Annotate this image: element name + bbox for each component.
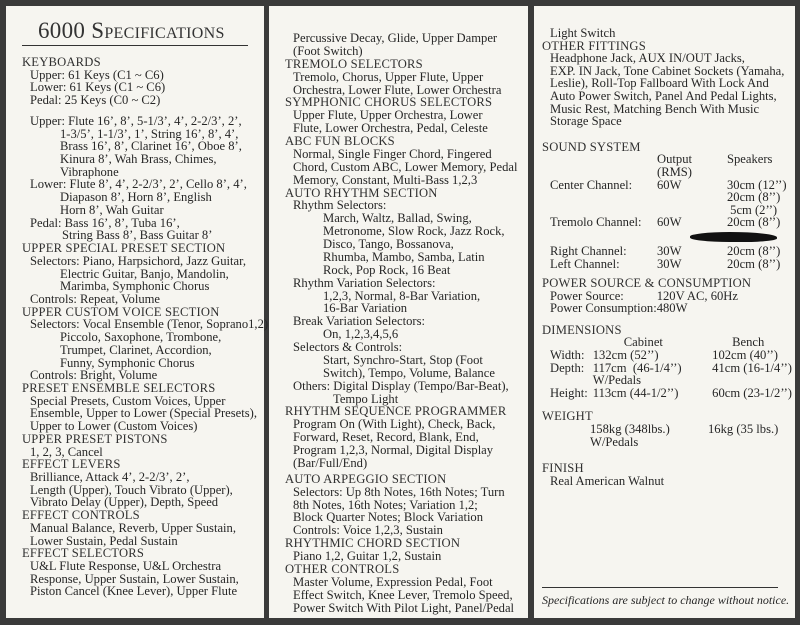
section-heading: EFFECT SELECTORS — [22, 546, 145, 561]
section-heading: SYMPHONIC CHORUS SELECTORS — [285, 95, 493, 110]
spec-line: Tremolo, Chorus, Upper Flute, Upper — [293, 69, 484, 84]
bench-value: 102cm (40’’) — [712, 348, 778, 363]
spec-line: On, 1,2,3,4,5,6 — [323, 327, 399, 342]
weight-note: W/Pedals — [590, 434, 639, 449]
spec-line: Memory, Constant, Multi-Bass 1,2,3 — [293, 172, 478, 187]
left-column-panel — [6, 6, 269, 618]
section-heading: AUTO ARPEGGIO SECTION — [285, 471, 447, 486]
spec-line: Auto Power Switch, Panel And Pedal Lights, — [550, 88, 777, 103]
spec-line: Length (Upper), Touch Vibrato (Upper), — [30, 482, 233, 497]
dimension-label: Width: — [550, 348, 585, 363]
spec-line: Horn 8’, Wah Guitar — [60, 202, 164, 217]
spec-line: Forward, Reset, Record, Blank, End, — [293, 430, 479, 445]
spec-line: Piston Cancel (Knee Lever), Upper Flute — [30, 584, 238, 599]
spec-list-column-2 — [285, 32, 517, 614]
spec-line: Vibrato Delay (Upper), Depth, Speed — [30, 495, 219, 510]
spec-line: Music Rest, Matching Bench With Music — [550, 101, 760, 116]
speaker-value — [715, 229, 787, 245]
page-title: 6000 Specifications — [38, 18, 225, 43]
spec-line: Controls: Bright, Volume — [30, 368, 158, 383]
spec-line: Orchestra, Lower Flute, Lower Orchestra — [293, 82, 502, 97]
spec-line: Switch), Tempo, Volume, Balance — [323, 365, 495, 380]
spec-line: Upper to Lower (Custom Voices) — [30, 419, 198, 434]
section-heading: EFFECT CONTROLS — [22, 508, 140, 523]
speakers-header: Speakers — [727, 152, 773, 167]
dimension-label: Depth: — [550, 360, 585, 375]
rms-header: (RMS) — [657, 164, 692, 179]
ink-redaction-mark — [690, 232, 777, 242]
spec-line: Brilliance, Attack 4’, 2-2/3’, 2’, — [30, 470, 190, 484]
spec-line: Percussive Decay, Glide, Upper Damper — [293, 31, 498, 45]
spec-list-column-3 — [542, 27, 792, 487]
spec-line: March, Waltz, Ballad, Swing, — [323, 211, 472, 226]
title-underline — [22, 45, 248, 46]
spec-line: Selectors: Vocal Ensemble (Tenor, Soprano1,2) — [30, 317, 269, 332]
power-consumption-label: Power Consumption: — [550, 301, 657, 316]
cabinet-value: 113cm (44-1/2’’) — [592, 385, 679, 400]
output-header: Output — [657, 152, 692, 167]
speaker-value: 20cm (8’’) — [727, 190, 781, 205]
section-heading: DIMENSIONS — [542, 322, 622, 337]
spec-line: String Bass 8’, Bass Guitar 8’ — [62, 228, 213, 243]
sound-row — [542, 229, 787, 245]
spec-line: Program 1,2,3, Normal, Digital Display — [293, 443, 494, 457]
output-value — [657, 191, 715, 204]
spec-line: Break Variation Selectors: — [293, 314, 425, 329]
speaker-value: 20cm (8’’) — [727, 256, 781, 271]
output-value: 30W — [657, 256, 682, 271]
footnote: Specifications are subject to change without notice. — [542, 593, 790, 607]
sound-row — [542, 245, 787, 258]
sound-row — [542, 216, 787, 229]
spec-line: 16-Bar Variation — [323, 301, 408, 316]
sound-system-table — [542, 153, 787, 270]
dimensions-section — [542, 324, 792, 400]
spec-line: Manual Balance, Reverb, Upper Sustain, — [30, 520, 236, 535]
spec-line: Upper: Flute 16’, 8’, 5-1/3’, 4’, 2-2/3’, 2’, — [30, 113, 242, 128]
section-heading: OTHER CONTROLS — [285, 561, 400, 576]
cabinet-value: W/Pedals — [592, 373, 642, 388]
section-heading: RHYTHMIC CHORD SECTION — [285, 536, 461, 551]
spec-line: Brass 16’, 8’, Clarinet 16’, Oboe 8’, — [60, 139, 242, 154]
sound-row — [542, 191, 787, 204]
channel-label — [542, 229, 657, 245]
other-fittings-section — [542, 27, 792, 128]
channel-label: Right Channel: — [550, 243, 627, 258]
weight-bench: 16kg (35 lbs.) — [708, 422, 779, 437]
weight-cabinet: 158kg (348lbs.) — [590, 422, 670, 437]
speaker-value: 20cm (8’’) — [727, 215, 781, 230]
section-heading: UPPER PRESET PISTONS — [22, 431, 168, 446]
dimension-label: Height: — [550, 385, 588, 400]
spec-line: Ensemble, Upper to Lower (Special Presets), — [30, 406, 257, 421]
output-value: 60W — [657, 177, 682, 192]
spec-line: Program On (With Light), Check, Back, — [293, 417, 496, 432]
spec-line: Lower: Flute 8’, 4’, 2-2/3’, 2’, Cello 8’, 4’, — [30, 177, 247, 192]
output-value: 30W — [657, 243, 682, 258]
spec-line: Effect Switch, Knee Lever, Tremolo Speed, — [293, 587, 513, 602]
section-heading: RHYTHM SEQUENCE PROGRAMMER — [285, 404, 507, 419]
spec-line: Rhythm Variation Selectors: — [293, 275, 436, 290]
spec-line: Selectors: Up 8th Notes, 16th Notes; Turn — [293, 484, 505, 499]
cabinet-header: Cabinet — [623, 335, 663, 350]
spec-line: Light Switch — [550, 26, 616, 40]
spec-line: Piccolo, Saxophone, Trombone, — [60, 330, 222, 345]
speaker-value: 30cm (12’’) — [727, 177, 787, 192]
spec-line: (Bar/Full/End) — [293, 455, 368, 470]
section-heading: EFFECT LEVERS — [22, 457, 121, 472]
dimension-row — [550, 387, 792, 400]
spec-line: Upper: 61 Keys (C1 ~ C6) — [30, 67, 164, 82]
dimension-row — [550, 374, 792, 387]
section-heading: KEYBOARDS — [22, 55, 101, 69]
sound-system-section — [542, 141, 792, 270]
spec-line: Power Switch With Pilot Light, Panel/Pedal — [293, 600, 515, 615]
spec-line: Response, Upper Sustain, Lower Sustain, — [30, 571, 239, 586]
channel-label: Left Channel: — [550, 256, 620, 271]
section-heading: FINISH — [542, 461, 584, 476]
spec-line: Trumpet, Clarinet, Accordion, — [60, 342, 212, 357]
spec-line: Funny, Symphonic Chorus — [60, 355, 195, 370]
output-value: 60W — [657, 215, 682, 230]
power-consumption-value: 480W — [656, 301, 688, 316]
spec-line: (Foot Switch) — [293, 43, 363, 58]
dimension-row — [550, 362, 792, 375]
bench-value: 60cm (23-1/2’’) — [712, 385, 792, 400]
spec-line: Tempo Light — [333, 391, 399, 406]
dimension-row — [550, 349, 792, 362]
spec-line: 1, 2, 3, Cancel — [30, 444, 103, 459]
finish-value: Real American Walnut — [550, 473, 665, 488]
speaker-value: 5cm (2’’) — [727, 202, 778, 217]
section-heading: PRESET ENSEMBLE SELECTORS — [22, 380, 216, 395]
spec-line: Rhythm Selectors: — [293, 198, 387, 213]
spec-line: Others: Digital Display (Tempo/Bar-Beat), — [293, 378, 509, 393]
spec-line: Special Presets, Custom Voices, Upper — [30, 393, 226, 408]
spec-line: Selectors & Controls: — [293, 340, 403, 354]
spec-line: Kinura 8’, Wah Brass, Chimes, — [60, 152, 217, 167]
spec-line: Piano 1,2, Guitar 1,2, Sustain — [293, 549, 442, 563]
spec-line: Controls: Voice 1,2,3, Sustain — [293, 523, 443, 538]
sound-row — [542, 258, 787, 271]
spec-line: EXP. IN Jack, Tone Cabinet Sockets (Yamaha, — [550, 63, 785, 78]
spec-line: Flute, Lower Orchestra, Pedal, Celeste — [293, 121, 488, 136]
channel-label: Tremolo Channel: — [550, 215, 642, 230]
spec-list-column-1 — [22, 56, 268, 598]
spec-line: Pedal: Bass 16’, 8’, Tuba 16’, — [30, 215, 180, 230]
spec-line: Diapason 8’, Horn 8’, English — [60, 190, 212, 205]
cabinet-value: 117cm (46-1/4’’) — [592, 360, 682, 375]
spec-line: U&L Flute Response, U&L Orchestra — [30, 559, 222, 574]
spec-line: Block Quarter Notes; Block Variation — [293, 510, 484, 525]
spec-line: Normal, Single Finger Chord, Fingered — [293, 146, 492, 161]
spec-line: Rock, Pop Rock, 16 Beat — [323, 262, 451, 277]
spec-line: Pedal: 25 Keys (C0 ~ C2) — [30, 93, 161, 108]
dimension-label — [550, 374, 589, 387]
bench-value — [708, 374, 792, 387]
spec-line: Start, Synchro-Start, Stop (Foot — [323, 352, 483, 367]
section-heading: WEIGHT — [542, 409, 593, 424]
spec-line: Vibraphone — [60, 164, 119, 179]
footnote-rule — [542, 587, 778, 588]
middle-column-panel — [269, 6, 528, 618]
spec-line: Marimba, Symphonic Chorus — [60, 279, 210, 294]
spec-line: 8th Notes, 16th Notes; Variation 1,2; — [293, 497, 478, 512]
spec-line: Leslie), Roll-Top Fallboard With Lock And — [550, 76, 769, 91]
speaker-value: 20cm (8’’) — [727, 243, 781, 258]
power-section — [542, 277, 792, 315]
cabinet-value: 132cm (52’’) — [592, 348, 659, 363]
bench-value: 41cm (16-1/4’’) — [712, 360, 792, 375]
section-heading: UPPER CUSTOM VOICE SECTION — [22, 304, 220, 319]
section-heading: SOUND SYSTEM — [542, 139, 641, 154]
spec-line: Master Volume, Expression Pedal, Foot — [293, 574, 493, 589]
section-heading: UPPER SPECIAL PRESET SECTION — [22, 241, 226, 256]
spec-line: Lower: 61 Keys (C1 ~ C6) — [30, 80, 166, 95]
section-heading: TREMOLO SELECTORS — [285, 56, 423, 71]
spec-line: Selectors: Piano, Harpsichord, Jazz Guitar, — [30, 253, 246, 268]
channel-label: Center Channel: — [550, 177, 633, 192]
spec-line: Rhumba, Mambo, Samba, Latin — [323, 249, 485, 264]
spec-line: Headphone Jack, AUX IN/OUT Jacks, — [550, 51, 745, 66]
power-source-label: Power Source: — [550, 288, 624, 303]
section-heading: OTHER FITTINGS — [542, 38, 646, 53]
right-column-panel — [534, 6, 795, 618]
section-heading: POWER SOURCE & CONSUMPTION — [542, 276, 752, 291]
channel-label — [542, 191, 657, 204]
section-heading: ABC FUN BLOCKS — [285, 134, 395, 148]
spec-line: Lower Sustain, Pedal Sustain — [30, 533, 178, 548]
spec-line: Chord, Custom ABC, Lower Memory, Pedal — [293, 159, 518, 174]
spec-line: Metronome, Slow Rock, Jazz Rock, — [323, 224, 505, 239]
section-heading: AUTO RHYTHM SECTION — [285, 185, 438, 200]
bench-header: Bench — [732, 335, 765, 350]
spec-line: 1-3/5’, 1-1/3’, 1’, String 16’, 8’, 4’, — [60, 126, 239, 141]
power-source-value: 120V AC, 60Hz — [656, 288, 738, 303]
spec-line: Disco, Tango, Bossanova, — [323, 237, 454, 251]
spec-line: Electric Guitar, Banjo, Mandolin, — [60, 266, 229, 281]
spec-line: Upper Flute, Upper Orchestra, Lower — [293, 108, 483, 123]
finish-section — [542, 462, 792, 487]
spec-line: Controls: Repeat, Volume — [30, 291, 161, 306]
weight-section — [542, 410, 792, 448]
spec-line: 1,2,3, Normal, 8-Bar Variation, — [323, 288, 481, 303]
spec-line: Storage Space — [550, 114, 622, 129]
